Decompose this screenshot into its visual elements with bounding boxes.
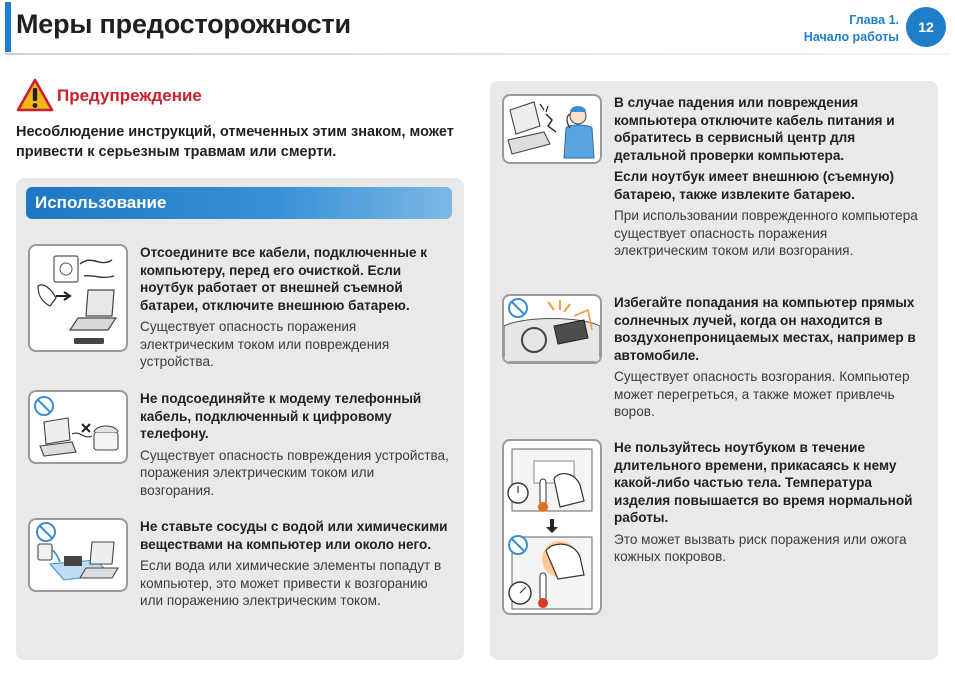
page-title: Меры предосторожности: [16, 9, 351, 39]
usage-panel-continued: [490, 81, 938, 660]
instruction-text: [140, 244, 450, 371]
warning-text: Несоблюдение инструкций, отмеченных этим знаком, может привести к серьезным травмам или смерти.: [16, 124, 454, 160]
instruction-regular: Если вода или химические элементы попадут в компьютер, это может привести к возгоранию или поражению электрическим током.: [140, 558, 442, 608]
liquid-illustration: [28, 518, 128, 592]
car-sunlight-illustration: [502, 294, 602, 364]
section-title: Использование: [35, 193, 167, 212]
page-header: [0, 0, 955, 54]
instruction-regular: Это может вызвать риск поражения или ожога кожных покровов.: [614, 531, 907, 564]
instruction-regular: Существует опасность повреждения устройства, поражения электрическим током или возгорания.: [140, 447, 449, 498]
dropped-laptop-illustration: [502, 94, 602, 164]
warning-title: Предупреждение: [57, 86, 202, 105]
instruction-text: [614, 94, 924, 260]
instruction-bold-extra: Если ноутбук имеет внешнюю (съемную) батарею, также извлеките батарею.: [614, 169, 895, 202]
instruction-regular: Существует опасность возгорания. Компьютер может перегреться, а также может привлечь воров.: [614, 369, 910, 419]
header-divider: [5, 53, 950, 55]
instruction-regular: Существует опасность поражения электрическим током или повреждения устройства.: [140, 319, 390, 369]
instruction-text: [614, 294, 924, 421]
usage-panel: [16, 178, 464, 660]
instruction-bold: Не подсоединяйте к модему телефонный кабель, подключенный к цифровому телефону.: [140, 391, 422, 441]
unplug-cables-illustration: [28, 244, 128, 352]
header-accent-bar: [5, 2, 11, 52]
instruction-bold: Не ставьте сосуды с водой или химическими веществами на компьютер или около него.: [140, 519, 448, 552]
hot-surface-illustration: [502, 439, 602, 615]
instruction-bold: Избегайте попадания на компьютер прямых солнечных лучей, когда он находится в воздухонепроницаемых местах, например в автомобиле.: [614, 295, 916, 363]
chapter-label: [804, 12, 899, 46]
instruction-bold: Отсоедините все кабели, подключенные к компьютеру, перед его очисткой. Если ноутбук работает от внешней съемной батареи, отключите внешнюю батарею.: [140, 245, 428, 313]
warning-triangle-icon: [16, 78, 54, 112]
instruction-text: [140, 518, 450, 610]
chapter-number: Глава 1.: [849, 13, 899, 27]
instruction-text: [614, 439, 924, 566]
instruction-bold: Не пользуйтесь ноутбуком в течение длительного времени, прикасаясь к нему какой-либо частью тела. Температура изделия повышается во время нормальной работы.: [614, 440, 913, 525]
instruction-regular: При использовании поврежденного компьютера существует опасность поражения электрическим током или возгорания.: [614, 208, 918, 258]
phone-cable-illustration: [28, 390, 128, 464]
instruction-text: [140, 390, 450, 499]
instruction-bold: В случае падения или повреждения компьютера отключите кабель питания и обратитесь в сервисный центр для детальной проверки компьютера.: [614, 95, 895, 163]
section-header: [26, 187, 452, 219]
page-number-badge: 12: [906, 7, 946, 47]
chapter-name: Начало работы: [803, 30, 899, 44]
